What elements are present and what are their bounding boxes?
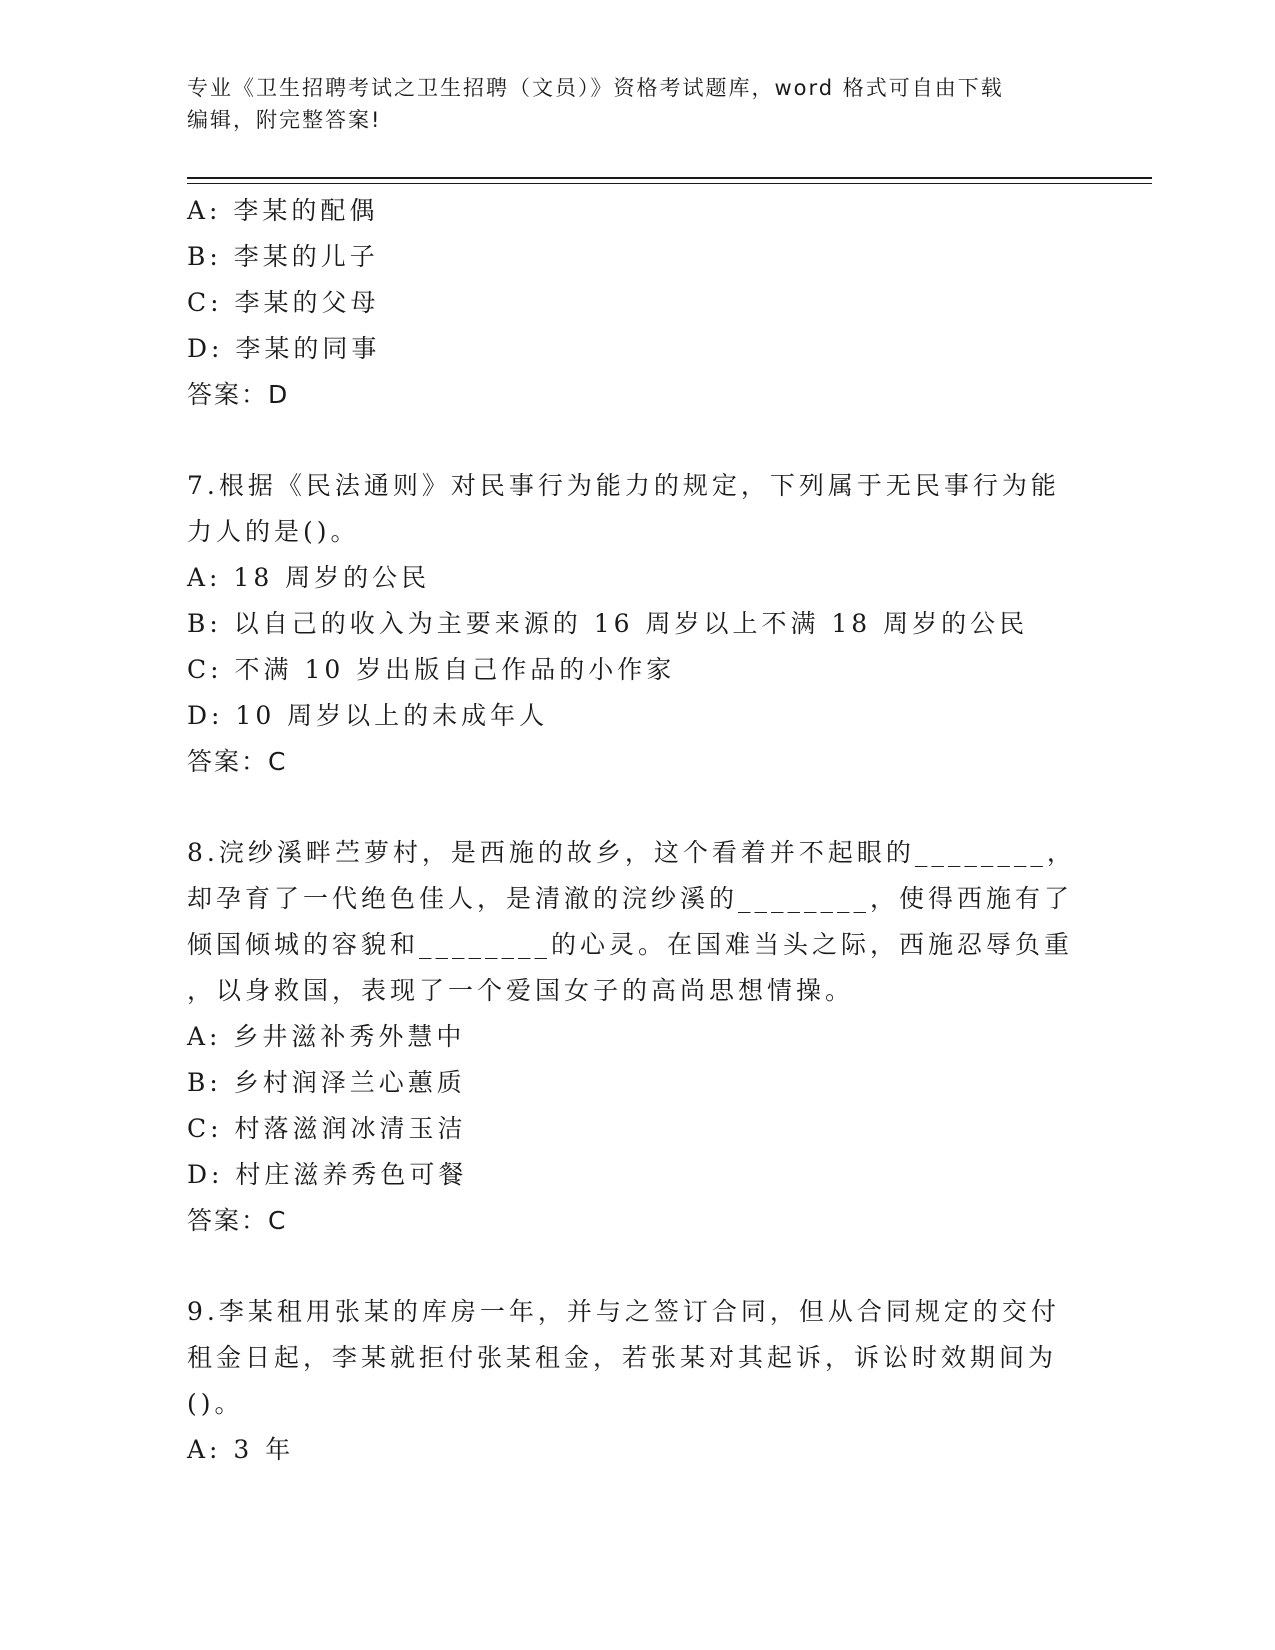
q7-stem-line-1: 7.根据《民法通则》对民事行为能力的规定，下列属于无民事行为能 <box>187 471 1060 500</box>
q7-option-b: B: 以自己的收入为主要来源的 16 周岁以上不满 18 周岁的公民 <box>187 609 1029 638</box>
spacer <box>187 785 1087 830</box>
header-divider-thin <box>187 183 1152 184</box>
q7-option-d: D: 10 周岁以上的未成年人 <box>187 701 549 730</box>
q7-stem-line-2: 力人的是()。 <box>187 517 360 546</box>
q6-option-c: C: 李某的父母 <box>187 288 380 317</box>
q6-option-a: A: 李某的配偶 <box>187 196 379 225</box>
header-title-line-1: 专业《卫生招聘考试之卫生招聘（文员）》资格考试题库，word 格式可自由下载 <box>187 76 1004 100</box>
q8-answer: 答案：C <box>187 1206 288 1235</box>
page-header <box>187 72 1087 136</box>
q8-stem-line-3: 倾国倾城的容貌和________的心灵。在国难当头之际，西施忍辱负重 <box>187 930 1074 959</box>
q8-option-d: D: 村庄滋养秀色可餐 <box>187 1160 468 1189</box>
q8-option-b: B: 乡村润泽兰心蕙质 <box>187 1068 466 1097</box>
question-8 <box>187 830 1087 1244</box>
q7-option-c: C: 不满 10 岁出版自己作品的小作家 <box>187 655 676 684</box>
question-6 <box>187 188 1087 418</box>
spacer <box>187 1244 1087 1289</box>
q8-option-a: A: 乡井滋补秀外慧中 <box>187 1022 466 1051</box>
question-list <box>187 188 1087 1473</box>
header-divider-thick <box>187 177 1152 179</box>
q8-stem-line-2: 却孕育了一代绝色佳人，是清澈的浣纱溪的________，使得西施有了 <box>187 884 1074 913</box>
q7-option-a: A: 18 周岁的公民 <box>187 563 431 592</box>
q8-option-c: C: 村落滋润冰清玉洁 <box>187 1114 467 1143</box>
question-7 <box>187 463 1087 785</box>
q6-option-b: B: 李某的儿子 <box>187 242 379 271</box>
spacer <box>187 418 1087 463</box>
q9-stem-line-3: ()。 <box>187 1389 244 1418</box>
header-title-line-2: 编辑，附完整答案! <box>187 108 382 132</box>
q9-option-a: A: 3 年 <box>187 1435 295 1464</box>
q6-option-d: D: 李某的同事 <box>187 334 381 363</box>
q7-answer: 答案：C <box>187 747 288 776</box>
q9-stem-line-2: 租金日起，李某就拒付张某租金，若张某对其起诉，诉讼时效期间为 <box>187 1343 1058 1372</box>
q8-stem-line-4: ，以身救国，表现了一个爱国女子的高尚思想情操。 <box>187 976 855 1005</box>
q9-stem-line-1: 9.李某租用张某的库房一年，并与之签订合同，但从合同规定的交付 <box>187 1297 1060 1326</box>
q6-answer: 答案：D <box>187 380 290 409</box>
question-9 <box>187 1289 1087 1473</box>
q8-stem-line-1: 8.浣纱溪畔苎萝村，是西施的故乡，这个看着并不起眼的________， <box>187 838 1076 867</box>
